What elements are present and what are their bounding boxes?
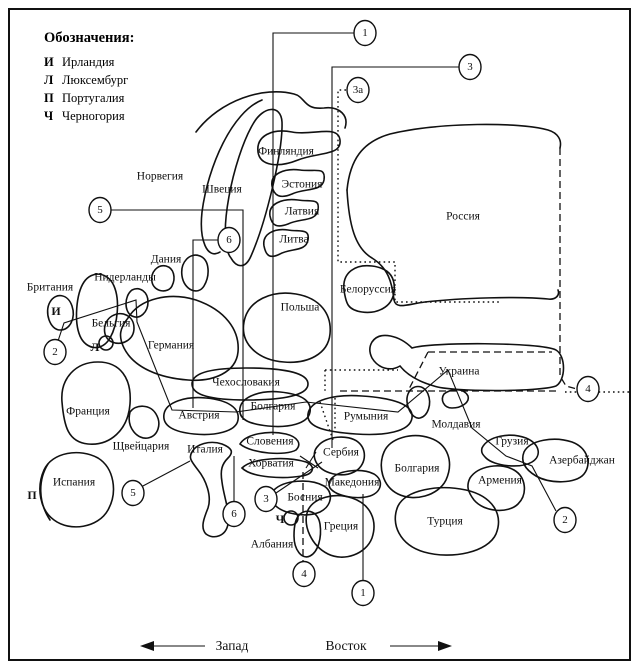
legend-item-abbr: П: [44, 91, 54, 105]
east-arrow-icon: [438, 641, 452, 651]
country-label: Швеция: [202, 183, 242, 196]
country-label: Польша: [280, 301, 320, 314]
compass: [140, 638, 452, 653]
country-label: Чехословакия: [212, 376, 280, 389]
compass-west-label: Запад: [215, 638, 249, 653]
country-labels-layer: [27, 146, 615, 551]
numbered-marker: [44, 340, 66, 365]
country-label: Россия: [446, 210, 480, 223]
country-label: Хорватия: [248, 457, 294, 470]
legend-title: Обозначения:: [44, 30, 135, 46]
numbered-marker: [347, 78, 369, 103]
marker-number: 2: [562, 514, 568, 527]
country-label: Греция: [323, 520, 359, 533]
country-label: Литва: [279, 233, 309, 246]
numbered-marker: [554, 508, 576, 533]
country-label: Британия: [26, 281, 74, 294]
marker-number: 1: [362, 27, 368, 40]
country-label: Азербайджан: [549, 454, 615, 467]
country-label: Испания: [52, 476, 96, 489]
country-label: Грузия: [495, 435, 529, 448]
marker-number: 4: [585, 383, 591, 396]
compass-east-label: Восток: [325, 638, 367, 653]
west-arrow-icon: [140, 641, 154, 651]
marker-number: 6: [226, 234, 232, 247]
numbered-marker: [255, 487, 277, 512]
legend-item-name: Люксембург: [62, 73, 129, 87]
marker-number: 6: [231, 508, 237, 521]
numbered-marker: [354, 21, 376, 46]
numbered-marker: [293, 562, 315, 587]
numbered-marker: [122, 481, 144, 506]
country-label: Армения: [478, 474, 522, 487]
country-label: Дания: [150, 253, 182, 266]
country-label: Латвия: [284, 205, 320, 218]
country-label: Болгария: [250, 400, 296, 413]
country-label: Албания: [250, 538, 294, 551]
country-label: Германия: [147, 339, 195, 352]
legend-item-name: Португалия: [62, 91, 125, 105]
legend-item-abbr: Ч: [44, 109, 54, 123]
country-label: Словения: [246, 435, 294, 448]
dashed-border-lines: [303, 148, 577, 563]
numbered-marker: [352, 581, 374, 606]
country-label: Норвегия: [136, 170, 184, 183]
country-abbr-label: Л: [90, 339, 100, 354]
country-abbr-label: П: [27, 487, 37, 502]
legend-item-name: Ирландия: [62, 55, 115, 69]
numbered-marker: [218, 228, 240, 253]
legend-item-name: Черногория: [62, 109, 125, 123]
marker-number: 5: [97, 204, 103, 217]
country-label: Молдавия: [431, 418, 481, 431]
country-label: Македония: [324, 476, 380, 489]
country-label: Сербия: [323, 446, 359, 459]
country-label: Финляндия: [258, 145, 314, 158]
country-label: Болгария: [394, 462, 440, 475]
marker-number: 3: [467, 61, 473, 74]
country-label: Бельгия: [91, 317, 131, 330]
country-label: Нидерланды: [94, 271, 156, 284]
country-label: Австрия: [178, 409, 220, 422]
marker-number: 3а: [352, 84, 364, 97]
country-label: Украина: [438, 365, 480, 378]
legend-item-abbr: Л: [44, 73, 54, 87]
marker-number: 4: [301, 568, 307, 581]
numbered-marker: [459, 55, 481, 80]
numbered-marker: [577, 377, 599, 402]
country-label: Белоруссия: [339, 283, 397, 296]
country-label: Италия: [187, 443, 223, 456]
country-label: Щвейцария: [112, 440, 170, 453]
numbered-marker: [89, 198, 111, 223]
country-label: Франция: [66, 405, 110, 418]
country-abbr-label: Ч: [275, 511, 285, 526]
marker-number: 2: [52, 346, 58, 359]
numbered-marker: [223, 502, 245, 527]
country-label: Турция: [427, 515, 463, 528]
marker-number: 5: [130, 487, 136, 500]
country-label: Босния: [287, 491, 323, 504]
marker-number: 1: [360, 587, 366, 600]
country-label: Эстония: [281, 178, 323, 191]
legend-item-abbr: И: [44, 55, 54, 69]
country-abbr-label: И: [51, 303, 61, 318]
country-label: Румыния: [343, 410, 389, 423]
marker-number: 3: [263, 493, 269, 506]
